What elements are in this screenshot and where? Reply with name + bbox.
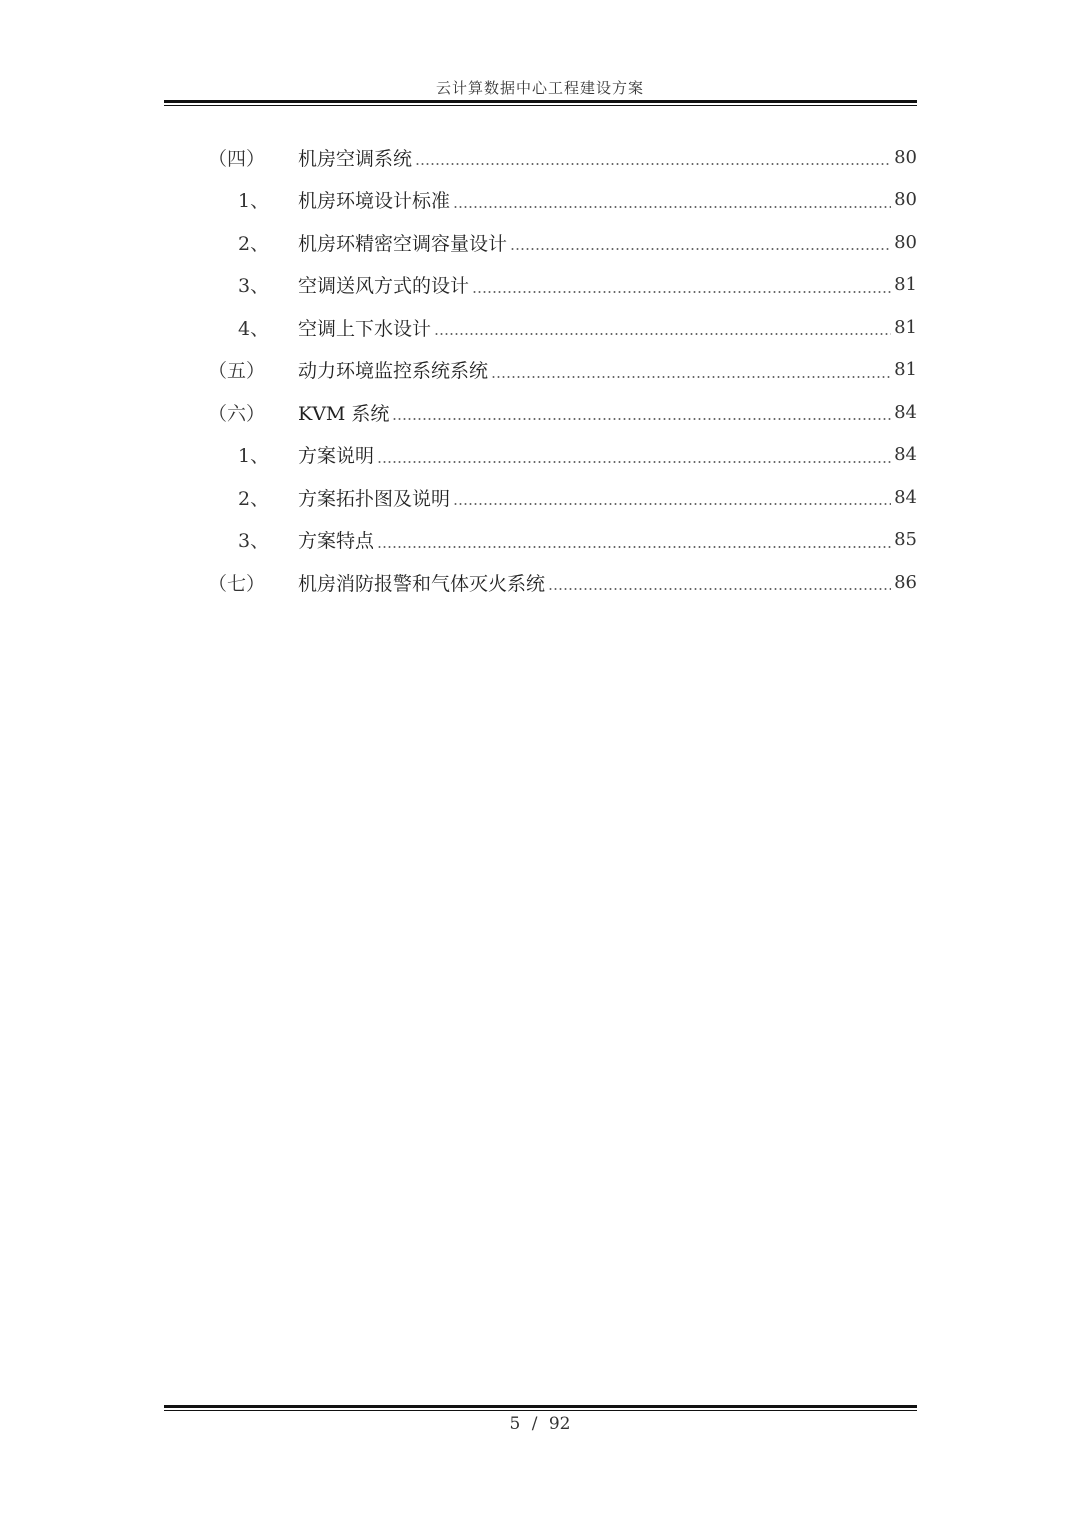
toc-entry[interactable] <box>208 264 917 307</box>
toc-entry-title: 机房环境设计标准 <box>298 190 451 213</box>
toc-entry-page: 84 <box>894 444 917 466</box>
toc-dot-leader <box>453 503 891 505</box>
toc-dot-leader <box>491 376 891 378</box>
toc-entry[interactable] <box>208 349 917 392</box>
footer-rule-thick <box>164 1405 917 1408</box>
toc-entry-title: 动力环境监控系统系统 <box>298 360 489 383</box>
toc-entry-number: 3、 <box>238 530 270 553</box>
page-number: 5 / 92 <box>509 1414 571 1434</box>
toc-dot-leader <box>434 333 891 335</box>
toc-dot-leader <box>377 461 891 463</box>
toc-entry[interactable] <box>208 136 917 179</box>
toc-entry-page: 85 <box>894 529 917 551</box>
document-title: 云计算数据中心工程建设方案 <box>435 79 644 97</box>
toc-entry[interactable] <box>208 434 917 477</box>
toc-entry[interactable] <box>208 391 917 434</box>
header-rule-thin <box>164 105 917 106</box>
toc-entry-number: 1、 <box>238 445 270 468</box>
toc-entry-number: 3、 <box>238 275 270 298</box>
toc-entry-page: 81 <box>894 274 917 296</box>
toc-entry-page: 84 <box>894 486 917 508</box>
toc-entry-number: 4、 <box>238 317 270 340</box>
toc-entry-page: 81 <box>894 359 917 381</box>
toc-entry-title: 方案拓扑图及说明 <box>298 487 451 510</box>
toc-dot-leader <box>377 546 891 548</box>
toc-entry-number: （四） <box>208 147 266 170</box>
toc-entry-title: 机房环精密空调容量设计 <box>298 232 508 255</box>
toc-entry-page: 80 <box>894 146 917 168</box>
toc-entry[interactable] <box>208 179 917 222</box>
toc-dot-leader <box>548 588 891 590</box>
toc-entry-page: 84 <box>894 401 917 423</box>
toc-entry-page: 81 <box>894 316 917 338</box>
table-of-contents <box>208 136 917 604</box>
footer-rule-thin <box>164 1410 917 1411</box>
toc-entry-number: 2、 <box>238 232 270 255</box>
toc-entry-number: 1、 <box>238 190 270 213</box>
toc-entry-title: 方案说明 <box>298 445 375 468</box>
header-rule-thick <box>164 100 917 103</box>
toc-entry[interactable] <box>208 519 917 562</box>
toc-entry-page: 80 <box>894 231 917 253</box>
toc-entry-number: （七） <box>208 572 266 595</box>
toc-dot-leader <box>510 248 891 250</box>
toc-entry-title: 空调上下水设计 <box>298 317 432 340</box>
toc-entry-number: （六） <box>208 402 266 425</box>
toc-entry-number: （五） <box>208 360 266 383</box>
toc-entry[interactable] <box>208 476 917 519</box>
toc-entry-page: 86 <box>894 571 917 593</box>
toc-entry-number: 2、 <box>238 487 270 510</box>
toc-entry-title: 机房空调系统 <box>298 147 413 170</box>
toc-entry[interactable] <box>208 561 917 604</box>
toc-entry[interactable] <box>208 306 917 349</box>
toc-entry[interactable] <box>208 221 917 264</box>
toc-entry-title: 机房消防报警和气体灭火系统 <box>298 572 546 595</box>
toc-entry-page: 80 <box>894 189 917 211</box>
toc-dot-leader <box>453 206 891 208</box>
toc-entry-title: 方案特点 <box>298 530 375 553</box>
toc-dot-leader <box>415 163 891 165</box>
toc-dot-leader <box>472 291 891 293</box>
toc-entry-title: 空调送风方式的设计 <box>298 275 470 298</box>
toc-entry-title: KVM 系统 <box>298 402 390 425</box>
toc-dot-leader <box>392 418 891 420</box>
